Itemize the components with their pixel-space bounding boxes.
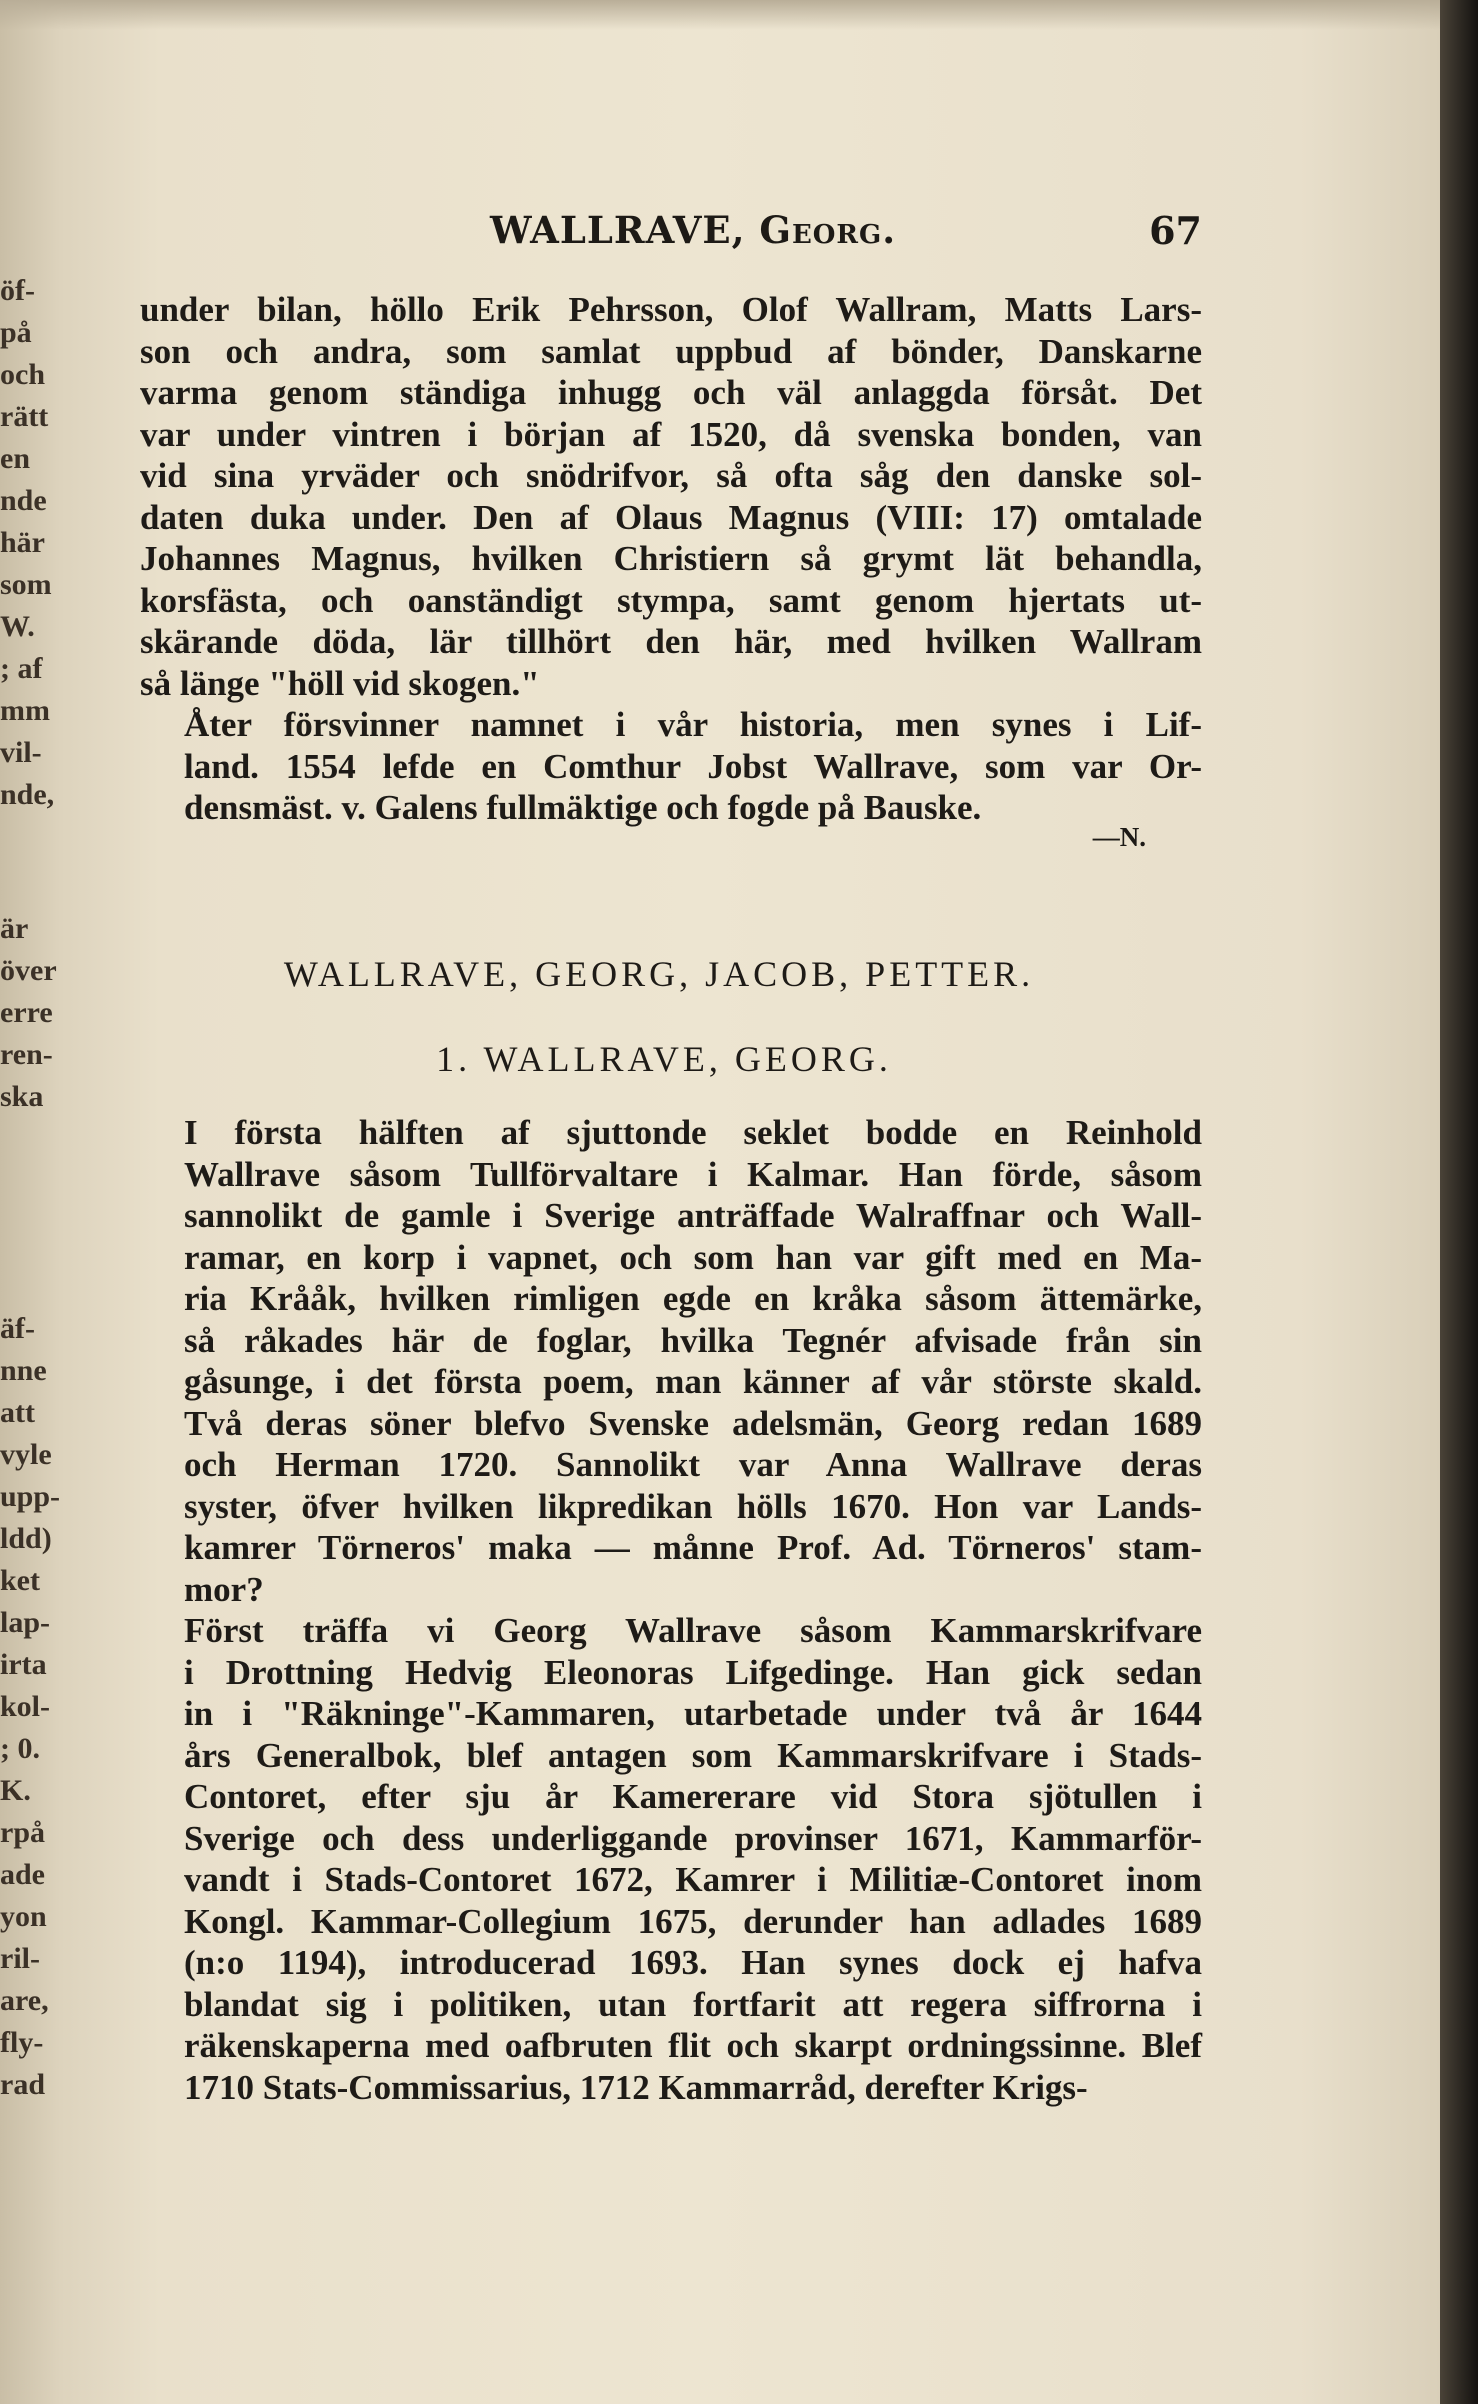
margin-fragment: K. — [0, 1774, 31, 1807]
margin-fragment: vil- — [0, 736, 42, 769]
margin-fragment: rpå — [0, 1816, 45, 1849]
text-line: ramar, en korp i vapnet, och som han var gift med en Ma- — [184, 1237, 1202, 1277]
paragraph-career — [140, 1610, 1202, 2108]
margin-fragment: fly- — [0, 2026, 44, 2059]
margin-fragment: rätt — [0, 400, 49, 433]
margin-fragment: irta — [0, 1648, 47, 1681]
margin-fragment: ldd) — [0, 1522, 52, 1555]
margin-fragment: ; 0. — [0, 1732, 40, 1765]
margin-fragment: ade — [0, 1858, 45, 1891]
text-line: så länge "höll vid skogen." — [140, 663, 540, 703]
text-line: Johannes Magnus, hvilken Christiern så grymt lät behandla, — [140, 539, 1202, 578]
margin-gap — [0, 1118, 42, 1308]
text-line: in i "Räkninge"-Kammaren, utarbetade under två år 1644 — [184, 1694, 1202, 1733]
scan-edge — [1440, 0, 1478, 2404]
text-line: mor? — [184, 1569, 264, 1609]
margin-fragment: ren- — [0, 1038, 53, 1071]
text-block-entry — [140, 1112, 1202, 2108]
margin-fragment: en — [0, 442, 30, 475]
text-line: sannolikt de gamle i Sverige anträffade Walraffnar och Wall- — [184, 1196, 1202, 1235]
text-line: Två deras söner blefvo Svenske adelsmän, Georg redan 1689 — [184, 1403, 1202, 1443]
margin-fragment: mm — [0, 694, 50, 727]
entry-heading: 1. WALLRAVE, GEORG. — [436, 1039, 892, 1079]
page-header — [140, 208, 1202, 258]
margin-fragment: ; af — [0, 652, 43, 685]
margin-fragment: öf- — [0, 274, 35, 307]
margin-fragment: på — [0, 316, 32, 349]
text-line: i Drottning Hedvig Eleonoras Lifgedinge. Han gick sedan — [184, 1652, 1202, 1692]
text-line: så råkades här de foglar, hvilka Tegnér afvisade från sin — [184, 1320, 1202, 1360]
margin-fragment: nne — [0, 1354, 47, 1387]
text-block-continuation — [140, 289, 1202, 829]
author-signature: —N. — [1092, 822, 1146, 852]
text-line: blandat sig i politiken, utan fortfarit att regera siffrorna i — [184, 1984, 1202, 2024]
family-heading: WALLRAVE, GEORG, JACOB, PETTER. — [283, 954, 1035, 994]
margin-fragment: nde, — [0, 778, 55, 811]
text-line: I första hälften af sjuttonde seklet bodde en Reinhold — [184, 1113, 1202, 1152]
text-line: varma genom ständiga inhugg och väl anlaggda försåt. Det — [140, 373, 1202, 412]
text-line: densmäst. v. Galens fullmäktige och fogde på Bauske. — [184, 788, 982, 827]
text-line: skärande döda, lär tillhört den här, med hvilken Wallram — [140, 622, 1202, 661]
margin-fragment: kol- — [0, 1690, 51, 1723]
margin-fragment: som — [0, 568, 52, 601]
text-line: syster, öfver hvilken likpredikan hölls 1670. Hon var Lands- — [184, 1486, 1202, 1526]
top-shadow — [0, 0, 1440, 30]
margin-fragment: ska — [0, 1080, 44, 1113]
text-line: korsfästa, och oanständigt stympa, samt genom hjertats ut- — [140, 580, 1202, 620]
running-head: WALLRAVE, Georg. — [490, 208, 897, 252]
page-number: 67 — [1149, 208, 1202, 253]
text-line: års Generalbok, blef antagen som Kammarskrifvare i Stads- — [184, 1735, 1202, 1775]
margin-fragment: är — [0, 912, 29, 945]
text-line: gåsunge, i det första poem, man känner af vår störste skald. — [184, 1362, 1202, 1401]
margin-fragment: yon — [0, 1900, 47, 1933]
margin-fragment: här — [0, 526, 45, 559]
text-line: Contoret, efter sju år Kamererare vid Stora sjötullen i — [184, 1777, 1202, 1816]
text-line: Wallrave såsom Tullförvaltare i Kalmar. Han förde, såsom — [184, 1154, 1202, 1194]
margin-fragment: are, — [0, 1984, 49, 2017]
text-line: kamrer Törneros' maka — månne Prof. Ad. Törneros' stam- — [184, 1528, 1202, 1567]
text-line: Först träffa vi Georg Wallrave såsom Kammarskrifvare — [184, 1611, 1202, 1650]
margin-gap — [0, 816, 42, 908]
facing-page-fragments — [0, 270, 61, 2106]
text-line: ria Krååk, hvilken rimligen egde en kråka såsom ättemärke, — [184, 1279, 1202, 1318]
text-line: räkenskaperna med oafbruten flit och skarpt ordningssinne. Blef — [184, 2026, 1202, 2065]
paragraph-continuation — [140, 289, 1202, 704]
margin-fragment: rad — [0, 2068, 45, 2101]
margin-fragment: vyle — [0, 1438, 52, 1471]
text-line: och Herman 1720. Sannolikt var Anna Wallrave deras — [184, 1445, 1202, 1484]
margin-fragment: ket — [0, 1564, 40, 1597]
margin-fragment: äf- — [0, 1312, 35, 1345]
text-line: 1710 Stats-Commissarius, 1712 Kammarråd, derefter Krigs- — [184, 2067, 1088, 2107]
text-line: Sverige och dess underliggande provinser 1671, Kammarför- — [184, 1818, 1202, 1858]
text-line: son och andra, som samlat uppbud af bönder, Danskarne — [140, 331, 1202, 371]
text-line: under bilan, höllo Erik Pehrsson, Olof Wallram, Matts Lars- — [140, 290, 1202, 329]
margin-fragment: upp- — [0, 1480, 61, 1513]
margin-fragment: ril- — [0, 1942, 40, 1975]
paragraph-livonia — [140, 704, 1202, 829]
text-line: vid sina yrväder och snödrifvor, så ofta såg den danske sol- — [140, 456, 1202, 495]
text-line: (n:o 1194), introducerad 1693. Han synes dock ej hafva — [184, 1943, 1202, 1982]
text-line: Åter försvinner namnet i vår historia, men synes i Lif- — [184, 705, 1202, 744]
margin-fragment: erre — [0, 996, 53, 1029]
text-line: land. 1554 lefde en Comthur Jobst Wallrave, som var Or- — [184, 746, 1202, 786]
margin-fragment: att — [0, 1396, 35, 1429]
margin-fragment: nde — [0, 484, 47, 517]
text-line: var under vintren i början af 1520, då svenska bonden, van — [140, 414, 1202, 454]
margin-fragment: W. — [0, 610, 35, 643]
text-line: daten duka under. Den af Olaus Magnus (VIII: 17) omtalade — [140, 497, 1202, 537]
margin-fragment: över — [0, 954, 57, 987]
text-line: vandt i Stads-Contoret 1672, Kamrer i Militiæ-Contoret inom — [184, 1860, 1202, 1899]
text-line: Kongl. Kammar-Collegium 1675, derunder han adlades 1689 — [184, 1901, 1202, 1941]
margin-fragment: och — [0, 358, 45, 391]
paragraph-family-origin — [140, 1112, 1202, 1610]
margin-fragment: lap- — [0, 1606, 51, 1639]
